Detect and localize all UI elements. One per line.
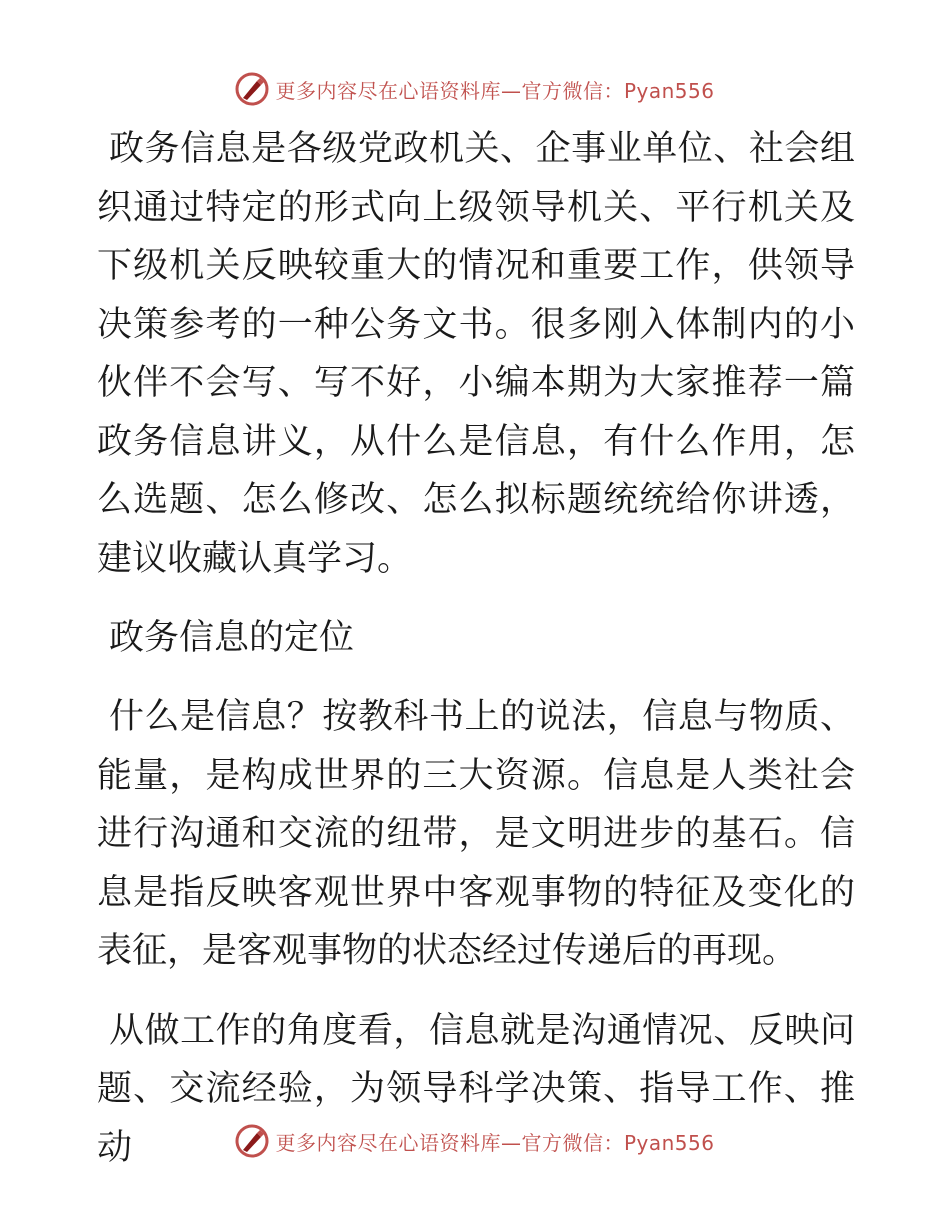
watermark-text: 更多内容尽在心语资料库—官方微信：Pyan556 bbox=[275, 1130, 715, 1155]
pen-logo-icon bbox=[235, 72, 269, 106]
document-body bbox=[97, 120, 855, 1177]
pen-logo-icon bbox=[235, 1124, 269, 1158]
header-watermark bbox=[0, 72, 950, 106]
intro-paragraph: 政务信息是各级党政机关、企事业单位、社会组织通过特定的形式向上级领导机关、平行机关及下级机关反映较重大的情况和重要工作，供领导决策参考的一种公务文书。很多刚入体制内的小伙伴不会写、写不好，小编本期为大家推荐一篇政务信息讲义，从什么是信息，有什么作用，怎么选题、怎么修改、怎么拟标题统统给你讲透，建议收藏认真学习。 bbox=[97, 129, 855, 579]
footer-watermark bbox=[0, 1124, 950, 1158]
section-heading: 政务信息的定位 bbox=[109, 618, 355, 658]
work-perspective-paragraph: 从做工作的角度看，信息就是沟通情况、反映问题、交流经验，为领导科学决策、指导工作、推动 bbox=[97, 1010, 855, 1168]
definition-paragraph: 什么是信息？按教科书上的说法，信息与物质、能量，是构成世界的三大资源。信息是人类社会进行沟通和交流的纽带，是文明进步的基石。信息是指反映客观世界中客观事物的特征及变化的表征，是客观事物的状态经过传递后的再现。 bbox=[97, 697, 855, 971]
watermark-text: 更多内容尽在心语资料库—官方微信：Pyan556 bbox=[275, 78, 715, 103]
